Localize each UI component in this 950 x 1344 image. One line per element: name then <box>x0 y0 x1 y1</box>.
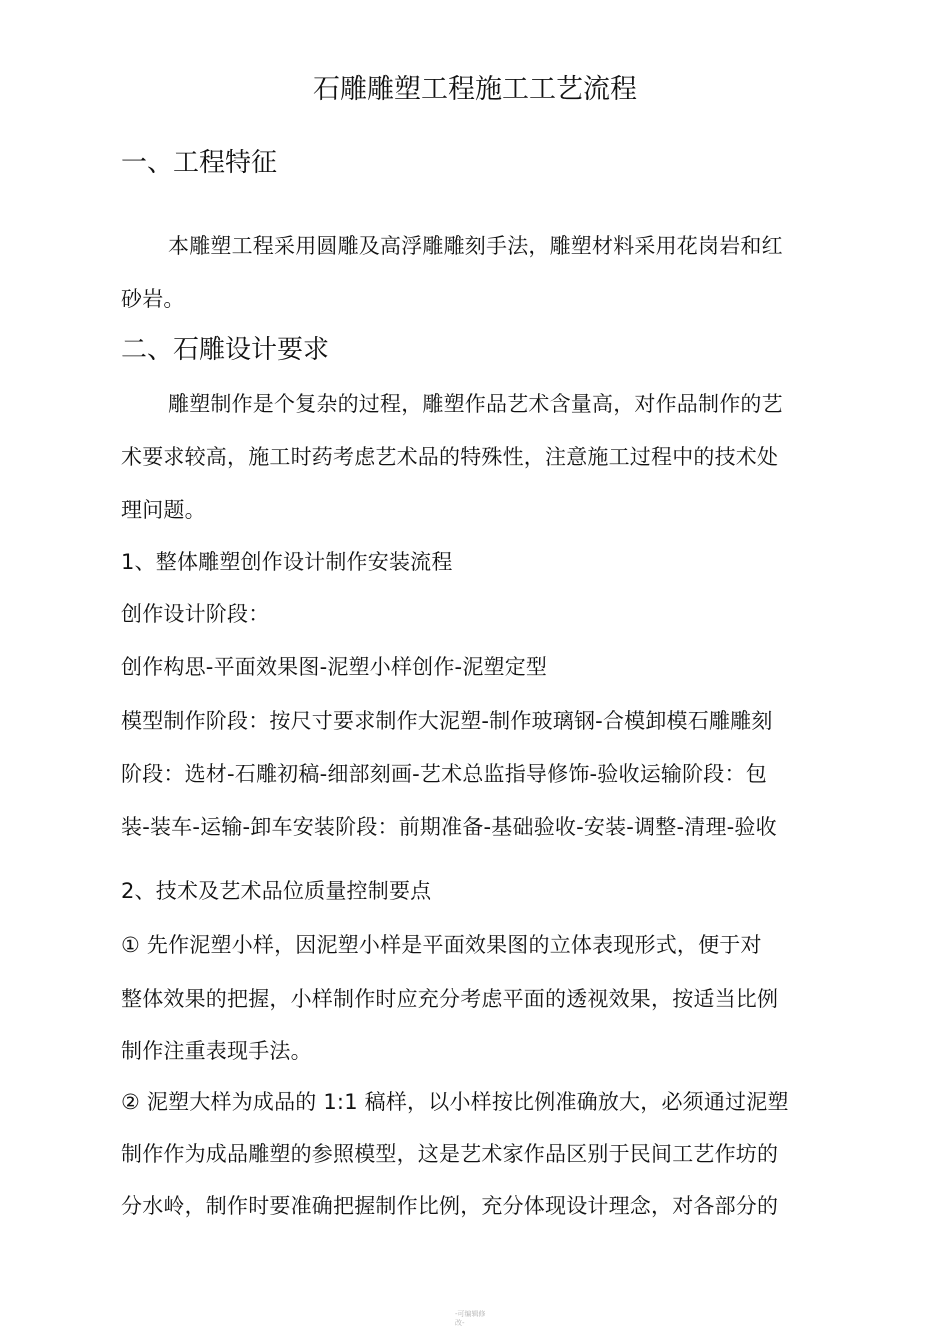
paragraph-line: 本雕塑工程采用圆雕及高浮雕雕刻手法，雕塑材料采用花岗岩和红 <box>168 234 783 258</box>
body-line: 阶段：选材-石雕初稿-细部刻画-艺术总监指导修饰-验收运输阶段：包 <box>121 762 767 786</box>
page-footer: -可编辑修改- <box>455 1310 486 1327</box>
body-line: 创作设计阶段： <box>121 602 270 626</box>
body-line: 制作注重表现手法。 <box>121 1039 312 1063</box>
paragraph-line: 砂岩。 <box>121 287 185 311</box>
body-line: 模型制作阶段：按尺寸要求制作大泥塑-制作玻璃钢-合模卸模石雕雕刻 <box>121 709 773 733</box>
section-heading-1: 一、工程特征 <box>121 148 278 178</box>
paragraph-line: 雕塑制作是个复杂的过程，雕塑作品艺术含量高，对作品制作的艺 <box>168 392 783 416</box>
body-line: 制作作为成品雕塑的参照模型，这是艺术家作品区别于民间工艺作坊的 <box>121 1142 779 1166</box>
body-line: 分水岭，制作时要准确把握制作比例，充分体现设计理念，对各部分的 <box>121 1194 779 1218</box>
subheading-quality-control: 2、技术及艺术品位质量控制要点 <box>121 879 432 903</box>
body-line: 整体效果的把握，小样制作时应充分考虑平面的透视效果，按适当比例 <box>121 987 779 1011</box>
document-title: 石雕雕塑工程施工工艺流程 <box>313 74 637 105</box>
body-line: ② 泥塑大样为成品的 1:1 稿样，以小样按比例准确放大，必须通过泥塑 <box>121 1090 789 1114</box>
paragraph-line: 术要求较高，施工时药考虑艺术品的特殊性，注意施工过程中的技术处 <box>121 445 779 469</box>
paragraph-line: 理问题。 <box>121 498 206 522</box>
body-line: 创作构思-平面效果图-泥塑小样创作-泥塑定型 <box>121 655 548 679</box>
subheading-process-flow: 1、整体雕塑创作设计制作安装流程 <box>121 550 453 574</box>
body-line: 装-装车-运输-卸车安装阶段：前期准备-基础验收-安装-调整-清理-验收 <box>121 815 777 839</box>
section-heading-2: 二、石雕设计要求 <box>121 335 330 365</box>
body-line: ① 先作泥塑小样，因泥塑小样是平面效果图的立体表现形式，便于对 <box>121 933 762 957</box>
